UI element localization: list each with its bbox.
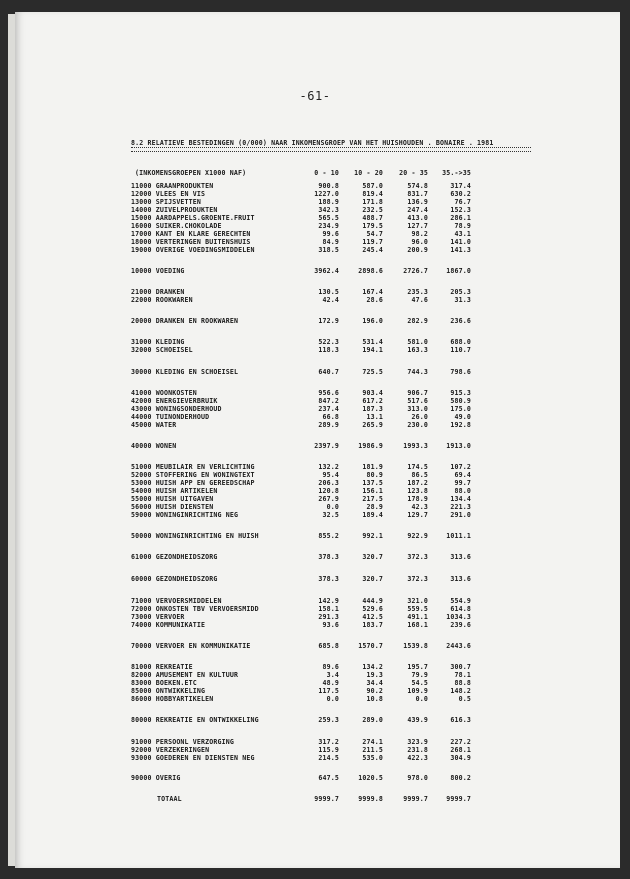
cell-value: 574.8 xyxy=(407,182,428,190)
cell-value: 119.7 xyxy=(362,238,383,246)
cell-value: 289.9 xyxy=(318,421,339,429)
cell-value: 1227.0 xyxy=(314,190,339,198)
row-label: 61000 GEZONDHEIDSZORG xyxy=(131,553,218,561)
cell-value: 640.7 xyxy=(318,368,339,376)
table-row xyxy=(131,754,531,762)
row-label: 14000 ZUIVELPRODUKTEN xyxy=(131,206,218,214)
cell-value: 129.7 xyxy=(407,511,428,519)
cell-value: 291.3 xyxy=(318,613,339,621)
cell-value: 321.0 xyxy=(407,597,428,605)
cell-value: 86.5 xyxy=(411,471,428,479)
row-label: 72000 ONKOSTEN TBV VERVOERSMIDD xyxy=(131,605,259,613)
cell-value: 1011.1 xyxy=(446,532,471,540)
cell-value: 66.8 xyxy=(322,413,339,421)
table-row xyxy=(131,198,531,206)
cell-value: 580.9 xyxy=(450,397,471,405)
cell-value: 49.0 xyxy=(454,413,471,421)
table-row xyxy=(131,463,531,471)
row-label: 18000 VERTERINGEN BUITENSHUIS xyxy=(131,238,251,246)
row-label: 22000 ROOKWAREN xyxy=(131,296,193,304)
table-row xyxy=(131,238,531,246)
row-label: 56000 HUISH DIENSTEN xyxy=(131,503,214,511)
cell-value: 900.8 xyxy=(318,182,339,190)
cell-value: 28.6 xyxy=(366,296,383,304)
row-label: 92000 VERZEKERINGEN xyxy=(131,746,210,754)
cell-value: 120.8 xyxy=(318,487,339,495)
cell-value: 922.9 xyxy=(407,532,428,540)
cell-value: 286.1 xyxy=(450,214,471,222)
cell-value: 554.9 xyxy=(450,597,471,605)
table-row xyxy=(131,471,531,479)
cell-value: 136.9 xyxy=(407,198,428,206)
total-row xyxy=(131,795,531,803)
table-row xyxy=(131,695,531,703)
cell-value: 188.9 xyxy=(318,198,339,206)
cell-value: 2898.6 xyxy=(358,267,383,275)
cell-value: 317.2 xyxy=(318,738,339,746)
cell-value: 171.8 xyxy=(362,198,383,206)
cell-value: 194.1 xyxy=(362,346,383,354)
cell-value: 192.8 xyxy=(450,421,471,429)
cell-value: 217.5 xyxy=(362,495,383,503)
row-label: 85000 ONTWIKKELING xyxy=(131,687,206,695)
table-row xyxy=(131,206,531,214)
column-header: 20 - 35 xyxy=(399,169,428,177)
table-row xyxy=(131,495,531,503)
table-row xyxy=(131,605,531,613)
table-row xyxy=(131,442,531,450)
cell-value: 282.9 xyxy=(407,317,428,325)
cell-value: 323.9 xyxy=(407,738,428,746)
table-title: 8.2 RELATIEVE BESTEDINGEN (0/000) NAAR INKOMENSGROEP VAN HET HUISHOUDEN . BONAIRE . 1981 xyxy=(131,139,494,147)
cell-value: 178.9 xyxy=(407,495,428,503)
cell-value: 289.0 xyxy=(362,716,383,724)
table-row xyxy=(131,346,531,354)
cell-value: 412.5 xyxy=(362,613,383,621)
cell-value: 179.5 xyxy=(362,222,383,230)
cell-value: 168.1 xyxy=(407,621,428,629)
column-header: 35.->35 xyxy=(442,169,471,177)
cell-value: 9999.8 xyxy=(358,795,383,803)
column-header: 0 - 10 xyxy=(314,169,339,177)
cell-value: 239.6 xyxy=(450,621,471,629)
cell-value: 587.0 xyxy=(362,182,383,190)
cell-value: 130.5 xyxy=(318,288,339,296)
table-row xyxy=(131,716,531,724)
table-row xyxy=(131,182,531,190)
cell-value: 798.6 xyxy=(450,368,471,376)
cell-value: 1034.3 xyxy=(446,613,471,621)
cell-value: 491.1 xyxy=(407,613,428,621)
cell-value: 535.0 xyxy=(362,754,383,762)
table-row xyxy=(131,288,531,296)
cell-value: 221.3 xyxy=(450,503,471,511)
cell-value: 855.2 xyxy=(318,532,339,540)
table-row xyxy=(131,487,531,495)
row-label: 40000 WONEN xyxy=(131,442,177,450)
cell-value: 422.3 xyxy=(407,754,428,762)
table-header xyxy=(131,169,531,177)
cell-value: 98.2 xyxy=(411,230,428,238)
row-label: 55000 HUISH UITGAVEN xyxy=(131,495,214,503)
row-label: 70000 VERVOER EN KOMMUNIKATIE xyxy=(131,642,251,650)
cell-value: 529.6 xyxy=(362,605,383,613)
cell-value: 195.7 xyxy=(407,663,428,671)
row-label: 50000 WONINGINRICHTING EN HUISH xyxy=(131,532,259,540)
cell-value: 88.0 xyxy=(454,487,471,495)
cell-value: 630.2 xyxy=(450,190,471,198)
table-row xyxy=(131,368,531,376)
row-label: 42000 ENERGIEVERBRUIK xyxy=(131,397,218,405)
cell-value: 3962.4 xyxy=(314,267,339,275)
cell-value: 117.5 xyxy=(318,687,339,695)
cell-value: 19.3 xyxy=(366,671,383,679)
table-row xyxy=(131,397,531,405)
cell-value: 342.3 xyxy=(318,206,339,214)
table-row xyxy=(131,214,531,222)
cell-value: 304.9 xyxy=(450,754,471,762)
table-row xyxy=(131,267,531,275)
cell-value: 31.3 xyxy=(454,296,471,304)
table-row xyxy=(131,671,531,679)
row-label: 90000 OVERIG xyxy=(131,774,181,782)
cell-value: 517.6 xyxy=(407,397,428,405)
cell-value: 978.0 xyxy=(407,774,428,782)
cell-value: 372.3 xyxy=(407,575,428,583)
cell-value: 444.9 xyxy=(362,597,383,605)
title-rule xyxy=(131,147,531,152)
cell-value: 88.8 xyxy=(454,679,471,687)
cell-value: 3.4 xyxy=(326,671,339,679)
cell-value: 488.7 xyxy=(362,214,383,222)
row-label: 12000 VLEES EN VIS xyxy=(131,190,206,198)
cell-value: 79.9 xyxy=(411,671,428,679)
cell-value: 439.9 xyxy=(407,716,428,724)
row-label: 71000 VERVOERSMIDDELEN xyxy=(131,597,222,605)
cell-value: 89.6 xyxy=(322,663,339,671)
row-label: 83000 BOEKEN.ETC xyxy=(131,679,197,687)
row-label: 21000 DRANKEN xyxy=(131,288,185,296)
cell-value: 96.0 xyxy=(411,238,428,246)
cell-value: 378.3 xyxy=(318,553,339,561)
cell-value: 903.4 xyxy=(362,389,383,397)
cell-value: 172.9 xyxy=(318,317,339,325)
cell-value: 69.4 xyxy=(454,471,471,479)
cell-value: 685.8 xyxy=(318,642,339,650)
cell-value: 617.2 xyxy=(362,397,383,405)
cell-value: 2397.9 xyxy=(314,442,339,450)
row-label: 51000 MEUBILAIR EN VERLICHTING xyxy=(131,463,255,471)
cell-value: 142.9 xyxy=(318,597,339,605)
cell-value: 0.0 xyxy=(326,695,339,703)
cell-value: 134.4 xyxy=(450,495,471,503)
table-row xyxy=(131,479,531,487)
table-row xyxy=(131,296,531,304)
cell-value: 559.5 xyxy=(407,605,428,613)
table-row xyxy=(131,746,531,754)
row-label: 19000 OVERIGE VOEDINGSMIDDELEN xyxy=(131,246,255,254)
cell-value: 614.8 xyxy=(450,605,471,613)
table-row xyxy=(131,511,531,519)
table-row xyxy=(131,222,531,230)
cell-value: 123.8 xyxy=(407,487,428,495)
cell-value: 0.0 xyxy=(415,695,428,703)
cell-value: 42.3 xyxy=(411,503,428,511)
cell-value: 268.1 xyxy=(450,746,471,754)
cell-value: 0.0 xyxy=(326,503,339,511)
cell-value: 90.2 xyxy=(366,687,383,695)
cell-value: 831.7 xyxy=(407,190,428,198)
table-row xyxy=(131,687,531,695)
cell-value: 378.3 xyxy=(318,575,339,583)
row-label: 30000 KLEDING EN SCHOEISEL xyxy=(131,368,239,376)
cell-value: 78.9 xyxy=(454,222,471,230)
table-row xyxy=(131,597,531,605)
cell-value: 245.4 xyxy=(362,246,383,254)
cell-value: 175.0 xyxy=(450,405,471,413)
cell-value: 1986.9 xyxy=(358,442,383,450)
cell-value: 137.5 xyxy=(362,479,383,487)
cell-value: 141.3 xyxy=(450,246,471,254)
row-label: 74000 KOMMUNIKATIE xyxy=(131,621,206,629)
row-label: 59000 WONINGINRICHTING NEG xyxy=(131,511,239,519)
row-label: 17000 KANT EN KLARE GERECHTEN xyxy=(131,230,251,238)
row-label: 73000 VERVOER xyxy=(131,613,185,621)
cell-value: 26.0 xyxy=(411,413,428,421)
cell-value: 313.6 xyxy=(450,575,471,583)
cell-value: 259.3 xyxy=(318,716,339,724)
cell-value: 0.5 xyxy=(458,695,471,703)
cell-value: 214.5 xyxy=(318,754,339,762)
cell-value: 230.0 xyxy=(407,421,428,429)
cell-value: 688.0 xyxy=(450,338,471,346)
cell-value: 956.6 xyxy=(318,389,339,397)
row-label: 31000 KLEDING xyxy=(131,338,185,346)
cell-value: 992.1 xyxy=(362,532,383,540)
table-row xyxy=(131,679,531,687)
row-label: 80000 REKREATIE EN ONTWIKKELING xyxy=(131,716,259,724)
cell-value: 236.6 xyxy=(450,317,471,325)
cell-value: 234.9 xyxy=(318,222,339,230)
cell-value: 413.0 xyxy=(407,214,428,222)
cell-value: 13.1 xyxy=(366,413,383,421)
cell-value: 2726.7 xyxy=(403,267,428,275)
cell-value: 647.5 xyxy=(318,774,339,782)
cell-value: 9999.7 xyxy=(403,795,428,803)
cell-value: 1913.0 xyxy=(446,442,471,450)
table-row xyxy=(131,613,531,621)
cell-value: 80.9 xyxy=(366,471,383,479)
cell-value: 9999.7 xyxy=(446,795,471,803)
cell-value: 84.9 xyxy=(322,238,339,246)
cell-value: 10.8 xyxy=(366,695,383,703)
row-label: 16000 SUIKER.CHOKOLADE xyxy=(131,222,222,230)
cell-value: 300.7 xyxy=(450,663,471,671)
cell-value: 915.3 xyxy=(450,389,471,397)
cell-value: 1993.3 xyxy=(403,442,428,450)
row-label: 86000 HOBBYARTIKELEN xyxy=(131,695,214,703)
table-row xyxy=(131,621,531,629)
cell-value: 237.4 xyxy=(318,405,339,413)
cell-value: 127.7 xyxy=(407,222,428,230)
cell-value: 181.9 xyxy=(362,463,383,471)
cell-value: 313.6 xyxy=(450,553,471,561)
row-label: 93000 GOEDEREN EN DIENSTEN NEG xyxy=(131,754,255,762)
cell-value: 2443.6 xyxy=(446,642,471,650)
cell-value: 744.3 xyxy=(407,368,428,376)
row-label: 81000 REKREATIE xyxy=(131,663,193,671)
cell-value: 847.2 xyxy=(318,397,339,405)
table-row xyxy=(131,532,531,540)
cell-value: 43.1 xyxy=(454,230,471,238)
cell-value: 189.4 xyxy=(362,511,383,519)
row-label: 82000 AMUSEMENT EN KULTUUR xyxy=(131,671,239,679)
cell-value: 107.2 xyxy=(450,463,471,471)
cell-value: 247.4 xyxy=(407,206,428,214)
cell-value: 48.9 xyxy=(322,679,339,687)
table-row xyxy=(131,738,531,746)
table-row xyxy=(131,405,531,413)
cell-value: 47.6 xyxy=(411,296,428,304)
cell-value: 115.9 xyxy=(318,746,339,754)
table-row xyxy=(131,338,531,346)
cell-value: 9999.7 xyxy=(314,795,339,803)
row-label: 32000 SCHOEISEL xyxy=(131,346,193,354)
table-row xyxy=(131,230,531,238)
table-row xyxy=(131,389,531,397)
cell-value: 205.3 xyxy=(450,288,471,296)
cell-value: 54.7 xyxy=(366,230,383,238)
row-label: TOTAAL xyxy=(157,795,182,803)
cell-value: 187.2 xyxy=(407,479,428,487)
table-row xyxy=(131,246,531,254)
cell-value: 99.7 xyxy=(454,479,471,487)
cell-value: 235.3 xyxy=(407,288,428,296)
column-header: 10 - 20 xyxy=(354,169,383,177)
page-number: -61- xyxy=(299,89,331,103)
cell-value: 132.2 xyxy=(318,463,339,471)
cell-value: 42.4 xyxy=(322,296,339,304)
cell-value: 313.0 xyxy=(407,405,428,413)
cell-value: 28.9 xyxy=(366,503,383,511)
header-label: (INKOMENSGROEPEN X1000 NAF) xyxy=(135,169,247,177)
row-label: 45000 WATER xyxy=(131,421,177,429)
cell-value: 318.5 xyxy=(318,246,339,254)
cell-value: 196.0 xyxy=(362,317,383,325)
row-label: 15000 AARDAPPELS.GROENTE.FRUIT xyxy=(131,214,255,222)
cell-value: 565.5 xyxy=(318,214,339,222)
cell-value: 581.0 xyxy=(407,338,428,346)
row-label: 41000 WOONKOSTEN xyxy=(131,389,197,397)
cell-value: 372.3 xyxy=(407,553,428,561)
cell-value: 152.3 xyxy=(450,206,471,214)
cell-value: 110.7 xyxy=(450,346,471,354)
cell-value: 267.9 xyxy=(318,495,339,503)
cell-value: 906.7 xyxy=(407,389,428,397)
cell-value: 118.3 xyxy=(318,346,339,354)
cell-value: 109.9 xyxy=(407,687,428,695)
cell-value: 1539.8 xyxy=(403,642,428,650)
cell-value: 95.4 xyxy=(322,471,339,479)
cell-value: 211.5 xyxy=(362,746,383,754)
row-label: 11000 GRAANPRODUKTEN xyxy=(131,182,214,190)
cell-value: 522.3 xyxy=(318,338,339,346)
cell-value: 232.5 xyxy=(362,206,383,214)
cell-value: 206.3 xyxy=(318,479,339,487)
row-label: 91000 PERSOONL VERZORGING xyxy=(131,738,234,746)
table-row xyxy=(131,503,531,511)
table-row xyxy=(131,663,531,671)
cell-value: 317.4 xyxy=(450,182,471,190)
cell-value: 227.2 xyxy=(450,738,471,746)
cell-value: 231.8 xyxy=(407,746,428,754)
row-label: 54000 HUISH ARTIKELEN xyxy=(131,487,218,495)
cell-value: 174.5 xyxy=(407,463,428,471)
cell-value: 99.6 xyxy=(322,230,339,238)
cell-value: 34.4 xyxy=(366,679,383,687)
row-label: 20000 DRANKEN EN ROOKWAREN xyxy=(131,317,239,325)
cell-value: 1867.0 xyxy=(446,267,471,275)
cell-value: 141.0 xyxy=(450,238,471,246)
table-row xyxy=(131,317,531,325)
cell-value: 158.1 xyxy=(318,605,339,613)
cell-value: 76.7 xyxy=(454,198,471,206)
cell-value: 163.3 xyxy=(407,346,428,354)
cell-value: 800.2 xyxy=(450,774,471,782)
row-label: 10000 VOEDING xyxy=(131,267,185,275)
cell-value: 1020.5 xyxy=(358,774,383,782)
row-label: 43000 WONINGSONDERHOUD xyxy=(131,405,222,413)
cell-value: 320.7 xyxy=(362,553,383,561)
table-row xyxy=(131,642,531,650)
row-label: 44000 TUINONDERHOUD xyxy=(131,413,210,421)
cell-value: 274.1 xyxy=(362,738,383,746)
cell-value: 200.9 xyxy=(407,246,428,254)
table-row xyxy=(131,421,531,429)
cell-value: 1570.7 xyxy=(358,642,383,650)
cell-value: 156.1 xyxy=(362,487,383,495)
table-row xyxy=(131,553,531,561)
row-label: 52000 STOFFERING EN WONINGTEXT xyxy=(131,471,255,479)
row-label: 13000 SPIJSVETTEN xyxy=(131,198,202,206)
row-label: 60000 GEZONDHEIDSZORG xyxy=(131,575,218,583)
cell-value: 320.7 xyxy=(362,575,383,583)
row-label: 53000 HUISH APP EN GEREEDSCHAP xyxy=(131,479,255,487)
table-row xyxy=(131,413,531,421)
cell-value: 167.4 xyxy=(362,288,383,296)
cell-value: 291.0 xyxy=(450,511,471,519)
cell-value: 531.4 xyxy=(362,338,383,346)
cell-value: 183.7 xyxy=(362,621,383,629)
table-row xyxy=(131,774,531,782)
cell-value: 93.6 xyxy=(322,621,339,629)
cell-value: 134.2 xyxy=(362,663,383,671)
cell-value: 78.1 xyxy=(454,671,471,679)
cell-value: 265.9 xyxy=(362,421,383,429)
cell-value: 616.3 xyxy=(450,716,471,724)
cell-value: 819.4 xyxy=(362,190,383,198)
table-row xyxy=(131,575,531,583)
cell-value: 54.5 xyxy=(411,679,428,687)
cell-value: 187.3 xyxy=(362,405,383,413)
cell-value: 725.5 xyxy=(362,368,383,376)
table-row xyxy=(131,190,531,198)
cell-value: 32.5 xyxy=(322,511,339,519)
cell-value: 148.2 xyxy=(450,687,471,695)
